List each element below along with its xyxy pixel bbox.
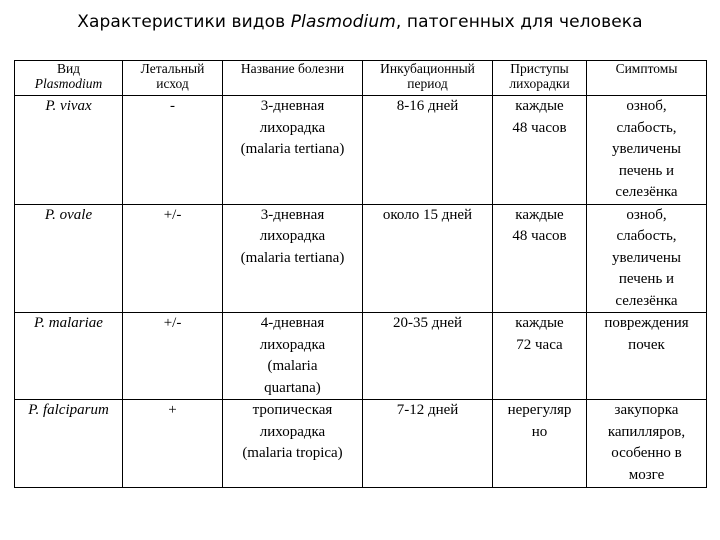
disease-line: (malaria tertiana) bbox=[240, 249, 345, 266]
table-row bbox=[15, 96, 707, 205]
table-row bbox=[15, 204, 707, 313]
attacks-line: но bbox=[531, 423, 548, 440]
species-cell: P. ovale bbox=[15, 204, 123, 313]
symptoms-line: печень и bbox=[618, 271, 675, 287]
attacks-line: нерегуляр bbox=[507, 402, 572, 418]
symptoms-cell bbox=[587, 313, 707, 400]
header-attacks-line2: лихорадки bbox=[509, 76, 570, 91]
title-text-after: , патогенных для человека bbox=[395, 12, 643, 32]
header-incubation-line1: Инкубационный bbox=[380, 61, 475, 76]
symptoms-cell bbox=[587, 204, 707, 313]
header-attacks-line1: Приступы bbox=[510, 61, 569, 76]
attacks-cell bbox=[493, 204, 587, 313]
plasmodium-table bbox=[14, 60, 707, 488]
species-cell: P. falciparum bbox=[15, 400, 123, 488]
species-cell: P. vivax bbox=[15, 96, 123, 205]
lethal-cell: +/- bbox=[123, 313, 223, 400]
disease-line: лихорадка bbox=[259, 336, 326, 353]
header-symptoms-text: Симптомы bbox=[615, 61, 678, 76]
attacks-cell bbox=[493, 313, 587, 400]
attacks-line: 72 часа bbox=[516, 336, 563, 353]
symptoms-line: увеличены bbox=[612, 141, 681, 157]
header-incubation bbox=[363, 61, 493, 96]
species-cell: P. malariae bbox=[15, 313, 123, 400]
disease-line: (malaria tertiana) bbox=[240, 141, 345, 157]
disease-cell bbox=[223, 313, 363, 400]
symptoms-cell bbox=[587, 400, 707, 488]
symptoms-line: увеличены bbox=[612, 249, 681, 266]
title-text-genus: Plasmodium bbox=[290, 12, 396, 32]
header-disease-text: Название болезни bbox=[240, 61, 345, 76]
incubation-cell: 8-16 дней bbox=[363, 96, 493, 205]
disease-cell bbox=[223, 204, 363, 313]
header-lethal bbox=[123, 61, 223, 96]
symptoms-line: селезёнка bbox=[615, 184, 678, 200]
disease-cell bbox=[223, 96, 363, 205]
header-disease bbox=[223, 61, 363, 96]
table-row bbox=[15, 313, 707, 400]
attacks-line: каждые bbox=[515, 206, 564, 223]
symptoms-cell bbox=[587, 96, 707, 205]
symptoms-line: озноб, bbox=[626, 206, 667, 223]
title-text-before: Характеристики видов bbox=[77, 12, 291, 32]
incubation-cell: 7-12 дней bbox=[363, 400, 493, 488]
header-species-line2: Plasmodium bbox=[34, 76, 103, 91]
header-incubation-line2: период bbox=[407, 76, 448, 91]
table-header-row bbox=[15, 61, 707, 96]
symptoms-line: озноб, bbox=[626, 98, 667, 114]
lethal-cell: - bbox=[123, 96, 223, 205]
page-title bbox=[0, 12, 720, 32]
symptoms-line: особенно в bbox=[611, 445, 682, 461]
disease-line: лихорадка bbox=[259, 423, 326, 440]
disease-line: (malaria bbox=[267, 358, 318, 374]
disease-line: (malaria tropica) bbox=[242, 445, 343, 461]
disease-cell bbox=[223, 400, 363, 488]
attacks-line: каждые bbox=[515, 98, 564, 114]
header-lethal-line2: исход bbox=[156, 76, 189, 91]
disease-line: лихорадка bbox=[259, 228, 326, 244]
symptoms-line: селезёнка bbox=[615, 292, 678, 309]
disease-line: 4-дневная bbox=[260, 315, 325, 331]
header-lethal-line1: Летальный bbox=[140, 61, 205, 76]
attacks-line: каждые bbox=[515, 315, 564, 331]
attacks-cell bbox=[493, 400, 587, 488]
symptoms-line: слабость, bbox=[616, 119, 677, 136]
header-attacks bbox=[493, 61, 587, 96]
attacks-cell bbox=[493, 96, 587, 205]
lethal-cell: +/- bbox=[123, 204, 223, 313]
symptoms-line: капилляров, bbox=[607, 423, 686, 440]
disease-line: 3-дневная bbox=[260, 98, 325, 114]
table-row bbox=[15, 400, 707, 488]
header-symptoms bbox=[587, 61, 707, 96]
disease-line: 3-дневная bbox=[260, 206, 325, 223]
attacks-line: 48 часов bbox=[512, 228, 567, 244]
symptoms-line: слабость, bbox=[616, 228, 677, 244]
attacks-line: 48 часов bbox=[512, 119, 567, 136]
symptoms-line: печень и bbox=[618, 162, 675, 179]
symptoms-line: повреждения bbox=[604, 315, 689, 331]
lethal-cell: + bbox=[123, 400, 223, 488]
disease-line: quartana) bbox=[264, 379, 321, 396]
disease-line: лихорадка bbox=[259, 119, 326, 136]
header-species bbox=[15, 61, 123, 96]
incubation-cell: около 15 дней bbox=[363, 204, 493, 313]
disease-line: тропическая bbox=[252, 402, 333, 418]
header-species-line1: Вид bbox=[56, 61, 81, 76]
symptoms-line: почек bbox=[628, 336, 665, 353]
symptoms-line: закупорка bbox=[614, 402, 679, 418]
incubation-cell: 20-35 дней bbox=[363, 313, 493, 400]
symptoms-line: мозге bbox=[628, 466, 665, 483]
